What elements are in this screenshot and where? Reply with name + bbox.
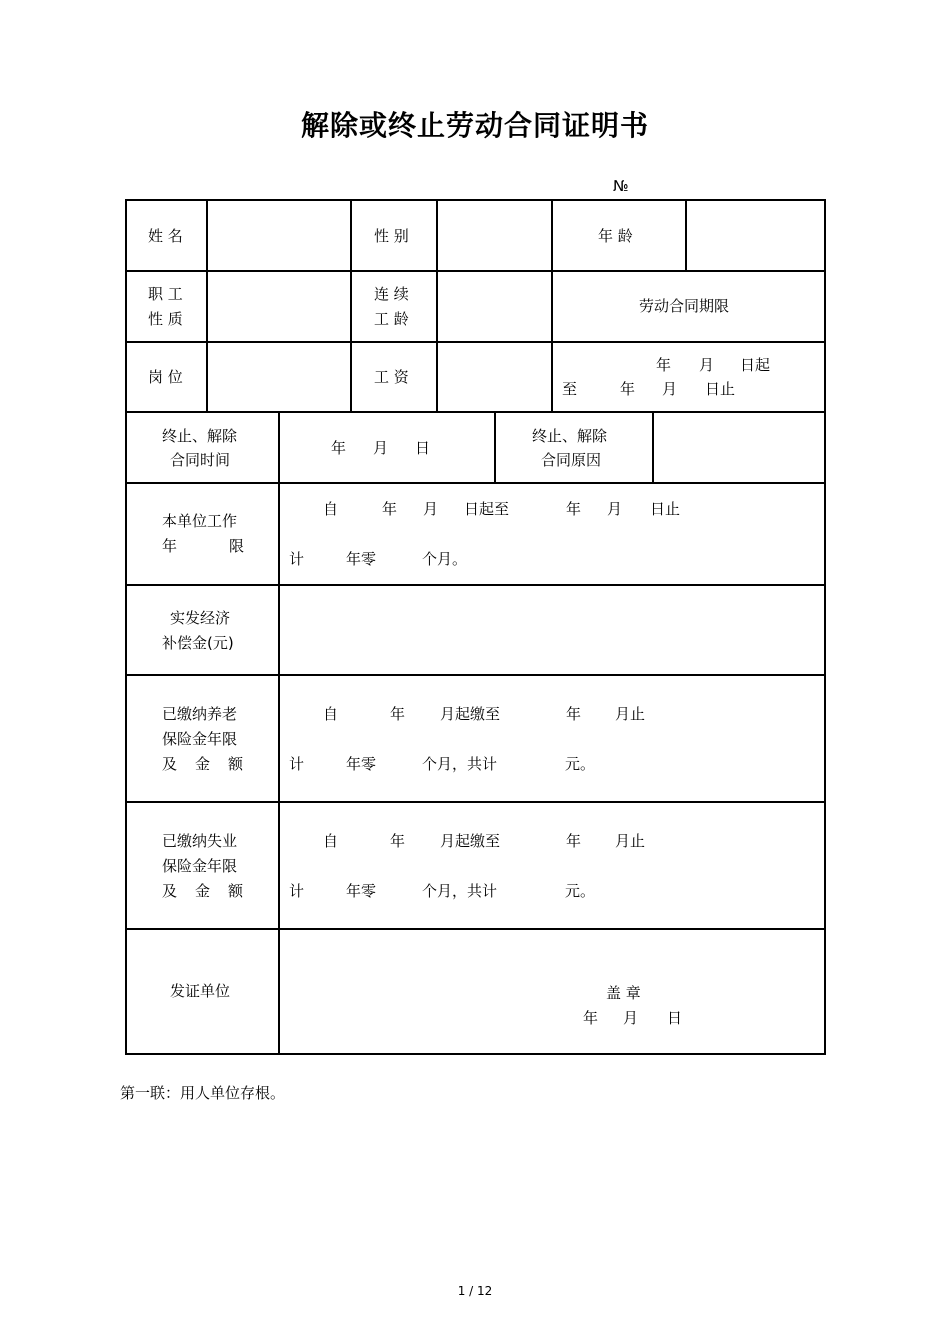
- certificate-number-label: №: [613, 177, 629, 195]
- termination-day: 日: [415, 439, 431, 457]
- pension-total-yuan: 元。: [565, 755, 596, 773]
- gender-label: 性 别: [374, 227, 409, 245]
- wage-value-cell: [437, 342, 552, 412]
- contract-term-label: 劳动合同期限: [639, 297, 730, 315]
- termination-reason-label-line1: 终止、解除: [532, 427, 608, 445]
- document-title: 解除或终止劳动合同证明书: [300, 109, 649, 142]
- issue-day: 日: [667, 1009, 683, 1027]
- termination-time-label-line2: 合同时间: [170, 451, 231, 469]
- nature-label-line1: 职 工: [148, 285, 183, 303]
- pension-label-gold: 金: [195, 755, 211, 773]
- service-to-month: 月: [607, 500, 623, 518]
- unemployment-total-years: 年零: [346, 882, 377, 900]
- term-from-day: 日起: [740, 356, 771, 374]
- compensation-label-cell: [126, 585, 279, 675]
- termination-time-label-line1: 终止、解除: [162, 427, 238, 445]
- seal-label: 盖 章: [606, 984, 641, 1002]
- seniority-value-cell: [437, 271, 552, 342]
- service-from-day: 日起至: [464, 500, 510, 518]
- seniority-label-line1: 连 续: [374, 285, 409, 303]
- unemployment-from-month: 月起缴至: [440, 832, 501, 850]
- service-from-month: 月: [423, 500, 439, 518]
- certificate-form-table: [125, 199, 826, 1055]
- pension-from-prefix: 自: [323, 705, 339, 723]
- termination-reason-label-line2: 合同原因: [541, 451, 602, 469]
- nature-label-cell: [126, 271, 207, 342]
- unemployment-label-and: 及: [162, 882, 178, 900]
- unemployment-to-year: 年: [566, 832, 582, 850]
- pension-to-year: 年: [566, 705, 582, 723]
- service-total-years: 年零: [346, 550, 377, 568]
- row-service-years: [126, 483, 825, 585]
- row-termination: [126, 412, 825, 483]
- compensation-label-line1: 实发经济: [170, 609, 231, 627]
- unemployment-label-line1: 已缴纳失业: [162, 832, 238, 850]
- service-total-months: 个月。: [422, 550, 468, 568]
- term-to-prefix: 至: [562, 380, 578, 398]
- pension-total-months: 个月，共计: [422, 755, 498, 773]
- gender-value-cell: [437, 200, 552, 271]
- service-label-line1: 本单位工作: [162, 512, 238, 530]
- service-label-year: 年: [162, 537, 178, 555]
- term-to-year: 年: [620, 380, 636, 398]
- nature-label-line2: 性 质: [148, 310, 183, 328]
- row-issuer: [126, 929, 825, 1054]
- issue-year: 年: [583, 1009, 599, 1027]
- unemployment-label-line2: 保险金年限: [162, 857, 238, 875]
- nature-value-cell: [207, 271, 351, 342]
- termination-reason-value-cell: [653, 412, 825, 483]
- page-number: 1 / 12: [457, 1284, 493, 1298]
- service-to-year: 年: [566, 500, 582, 518]
- copy-note: 第一联：用人单位存根。: [120, 1084, 286, 1102]
- pension-from-year: 年: [390, 705, 406, 723]
- unemployment-label-gold: 金: [195, 882, 211, 900]
- unemployment-total-prefix: 计: [289, 882, 305, 900]
- pension-total-years: 年零: [346, 755, 377, 773]
- unemployment-label-amount: 额: [228, 882, 244, 900]
- name-value-cell: [207, 200, 351, 271]
- post-value-cell: [207, 342, 351, 412]
- termination-month: 月: [373, 439, 389, 457]
- service-years-value-cell: [279, 483, 825, 585]
- unemployment-from-year: 年: [390, 832, 406, 850]
- seniority-label-cell: [351, 271, 437, 342]
- pension-label-amount: 额: [228, 755, 244, 773]
- unemployment-total-yuan: 元。: [565, 882, 596, 900]
- termination-time-label-cell: [126, 412, 279, 483]
- unemployment-to-month: 月止: [615, 832, 646, 850]
- service-label-limit: 限: [229, 537, 245, 555]
- service-total-prefix: 计: [289, 550, 305, 568]
- pension-from-month: 月起缴至: [440, 705, 501, 723]
- contract-term-value-cell: [552, 342, 825, 412]
- pension-to-month: 月止: [615, 705, 646, 723]
- name-label: 姓 名: [148, 227, 183, 245]
- pension-label-and: 及: [162, 755, 178, 773]
- row-compensation: [126, 585, 825, 675]
- issue-month: 月: [623, 1009, 639, 1027]
- wage-label: 工 资: [374, 368, 409, 386]
- service-from-prefix: 自: [323, 500, 339, 518]
- term-from-month: 月: [699, 356, 715, 374]
- service-from-year: 年: [382, 500, 398, 518]
- term-to-month: 月: [662, 380, 678, 398]
- pension-label-line2: 保险金年限: [162, 730, 238, 748]
- row-post: [126, 342, 825, 412]
- unemployment-from-prefix: 自: [323, 832, 339, 850]
- pension-total-prefix: 计: [289, 755, 305, 773]
- age-value-cell: [686, 200, 825, 271]
- issuer-seal-cell: [279, 929, 825, 1054]
- term-from-year: 年: [656, 356, 672, 374]
- issuer-label: 发证单位: [170, 982, 231, 1000]
- service-to-day: 日止: [650, 500, 681, 518]
- unemployment-total-months: 个月，共计: [422, 882, 498, 900]
- post-label: 岗 位: [148, 368, 183, 386]
- termination-year: 年: [331, 439, 347, 457]
- row-basic-info: [126, 200, 825, 271]
- termination-reason-label-cell: [495, 412, 653, 483]
- pension-label-line1: 已缴纳养老: [162, 705, 238, 723]
- compensation-value-cell: [279, 585, 825, 675]
- age-label: 年 龄: [598, 227, 633, 245]
- unemployment-value-cell: [279, 802, 825, 929]
- compensation-label-line2: 补偿金(元): [162, 634, 234, 652]
- seniority-label-line2: 工 龄: [374, 310, 409, 328]
- service-years-label-cell: [126, 483, 279, 585]
- pension-value-cell: [279, 675, 825, 802]
- term-to-day: 日止: [705, 380, 736, 398]
